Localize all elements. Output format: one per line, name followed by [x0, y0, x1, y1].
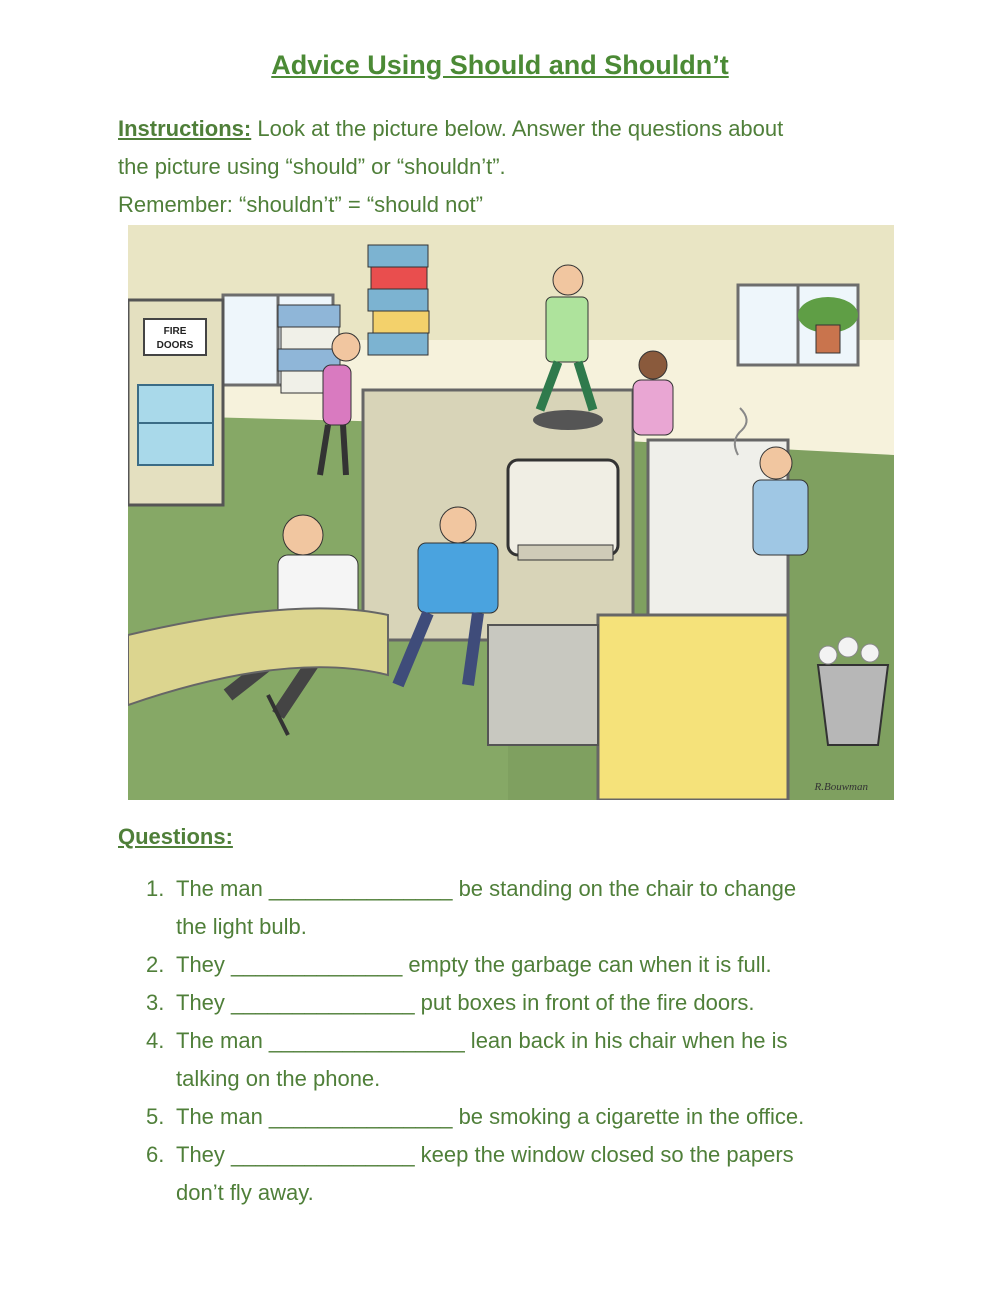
garbage-can	[818, 637, 888, 745]
woman-on-phone	[633, 351, 673, 435]
instructions-line-2: the picture using “should” or “shouldn’t”.	[118, 154, 506, 179]
question-1	[146, 870, 886, 946]
question-text: They _______________ keep the window closed so the papers	[176, 1142, 794, 1167]
question-text: They _______________ put boxes in front of the fire doors.	[176, 990, 755, 1015]
question-number: 1.	[146, 876, 165, 901]
question-number: 4.	[146, 1028, 165, 1053]
instructions-text-1: Look at the picture below. Answer the questions about	[251, 116, 784, 141]
question-text: The man ________________ lean back in his chair when he is	[176, 1028, 788, 1053]
question-text-cont: the light bulb.	[176, 914, 307, 939]
question-text-cont: talking on the phone.	[176, 1066, 381, 1091]
worksheet-title: Advice Using Should and Shouldn’t	[271, 50, 729, 80]
fire-doors-sign-line-2: DOORS	[156, 340, 194, 351]
printer	[508, 460, 618, 560]
questions-list	[146, 870, 886, 1212]
question-number: 2.	[146, 952, 165, 977]
question-text: The man _______________ be smoking a cigarette in the office.	[176, 1104, 805, 1129]
instructions	[118, 110, 878, 224]
question-3	[146, 984, 886, 1022]
question-4	[146, 1022, 886, 1098]
question-2	[146, 946, 886, 984]
boxes-stack	[138, 385, 213, 465]
artist-signature: R.Bouwman	[814, 781, 868, 793]
question-6	[146, 1136, 886, 1212]
instructions-line-1	[118, 110, 878, 148]
office-hazards-illustration	[128, 225, 894, 800]
question-text: The man _______________ be standing on the chair to change	[176, 876, 797, 901]
question-text-cont: don’t fly away.	[176, 1180, 314, 1205]
questions-heading: Questions:	[118, 824, 233, 849]
fire-doors-sign-line-1: FIRE	[163, 326, 187, 337]
question-number: 3.	[146, 990, 165, 1015]
question-text: They ______________ empty the garbage can when it is full.	[176, 952, 772, 977]
question-number: 6.	[146, 1142, 165, 1167]
instructions-label: Instructions:	[118, 116, 252, 141]
question-number: 5.	[146, 1104, 165, 1129]
question-5	[146, 1098, 886, 1136]
remember-note: Remember: “shouldn’t” = “should not”	[118, 192, 483, 217]
